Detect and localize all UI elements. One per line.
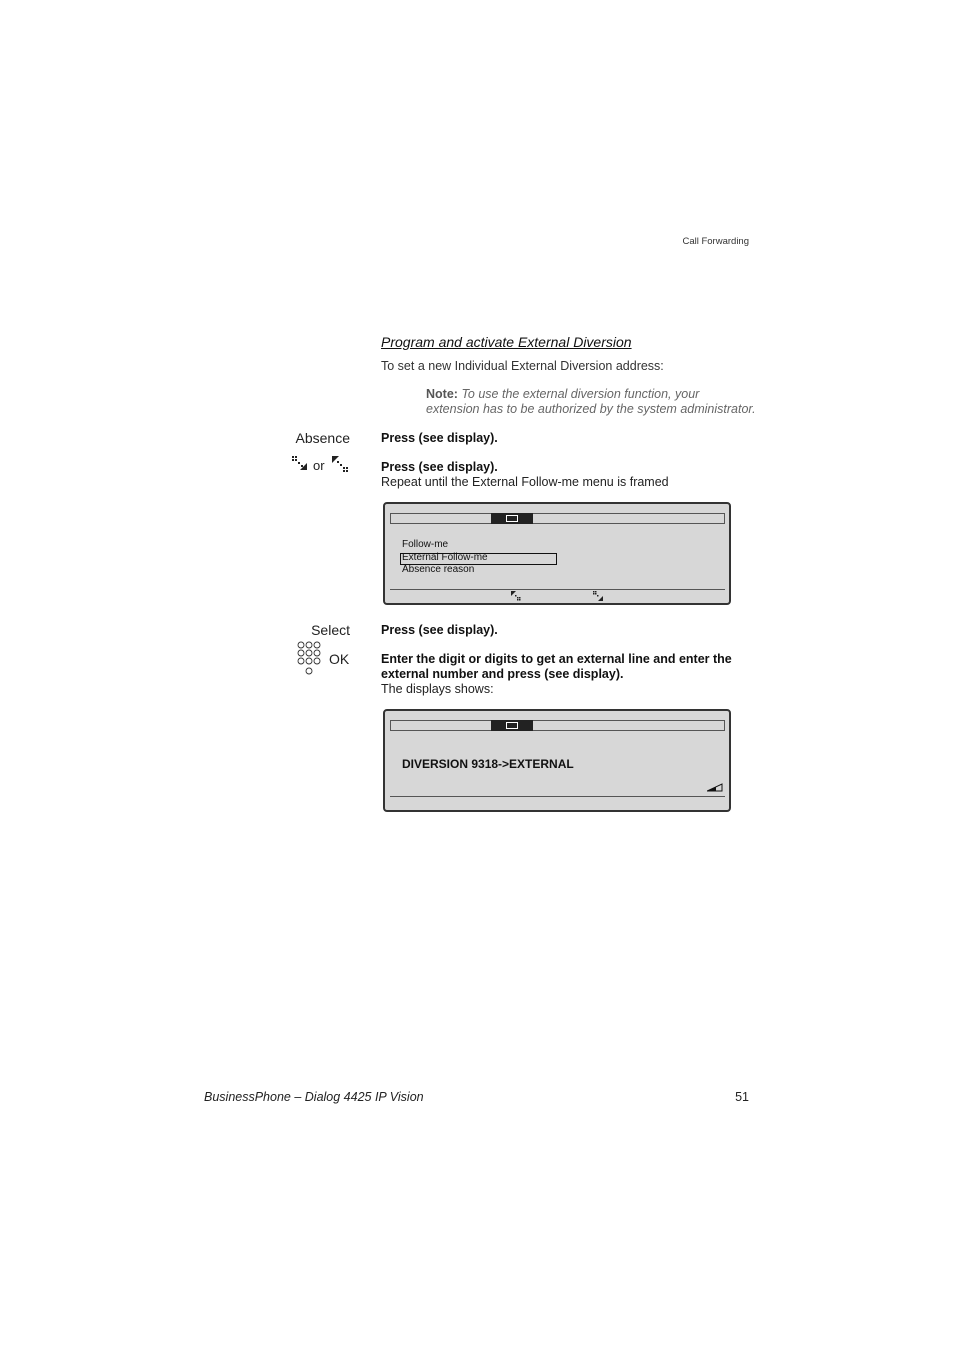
- absence-label: Absence: [295, 430, 350, 446]
- softkey-down-icon[interactable]: [593, 591, 603, 601]
- absence-action: Press (see display).: [381, 431, 498, 445]
- display-softkey-line: [390, 796, 725, 797]
- nav-keys: [291, 455, 351, 475]
- phone-display-menu: [383, 502, 731, 605]
- select-label: Select: [311, 622, 350, 638]
- signal-icon: [707, 783, 723, 792]
- screen-icon: [506, 515, 518, 522]
- nav-step: [381, 460, 669, 490]
- display-tab: [491, 720, 533, 731]
- display-tab: [491, 513, 533, 524]
- note-label: Note:: [426, 387, 458, 401]
- absence-step: [381, 431, 498, 446]
- enter-action: Enter the digit or digits to get an external line and enter the external number and press (see display).: [381, 652, 732, 681]
- page-number: 51: [735, 1090, 749, 1104]
- note-text: To use the external diversion function, your extension has to be authorized by the system administrator.: [426, 387, 756, 416]
- arrow-up-icon: [331, 455, 349, 472]
- displays-shows-text: The displays shows:: [381, 682, 494, 696]
- nav-repeat: Repeat until the External Follow-me menu is framed: [381, 475, 669, 489]
- select-action: Press (see display).: [381, 623, 498, 637]
- menu-item-follow-me[interactable]: Follow-me: [402, 539, 449, 550]
- phone-display-diversion: [383, 709, 731, 812]
- footer-title: BusinessPhone – Dialog 4425 IP Vision: [204, 1090, 424, 1104]
- keypad-icon: [297, 641, 323, 677]
- note-box: [426, 387, 756, 417]
- display-status-bar: [390, 513, 725, 524]
- nav-or: or: [313, 458, 325, 473]
- running-header: Call Forwarding: [682, 236, 749, 247]
- section-title: Program and activate External Diversion: [381, 334, 632, 350]
- display-status-bar: [390, 720, 725, 731]
- arrow-down-icon: [291, 455, 309, 472]
- enter-step: [381, 652, 751, 697]
- menu-item-external-follow-me[interactable]: External Follow-me: [402, 552, 488, 563]
- menu-item-absence-reason[interactable]: Absence reason: [402, 564, 475, 575]
- intro-text: To set a new Individual External Diversion address:: [381, 359, 664, 373]
- ok-label: OK: [329, 651, 350, 667]
- display-softkey-line: [390, 589, 725, 590]
- softkey-up-icon[interactable]: [511, 591, 521, 601]
- nav-action: Press (see display).: [381, 460, 498, 474]
- diversion-text: DIVERSION 9318->EXTERNAL: [402, 757, 574, 771]
- select-step: [381, 623, 498, 638]
- screen-icon: [506, 722, 518, 729]
